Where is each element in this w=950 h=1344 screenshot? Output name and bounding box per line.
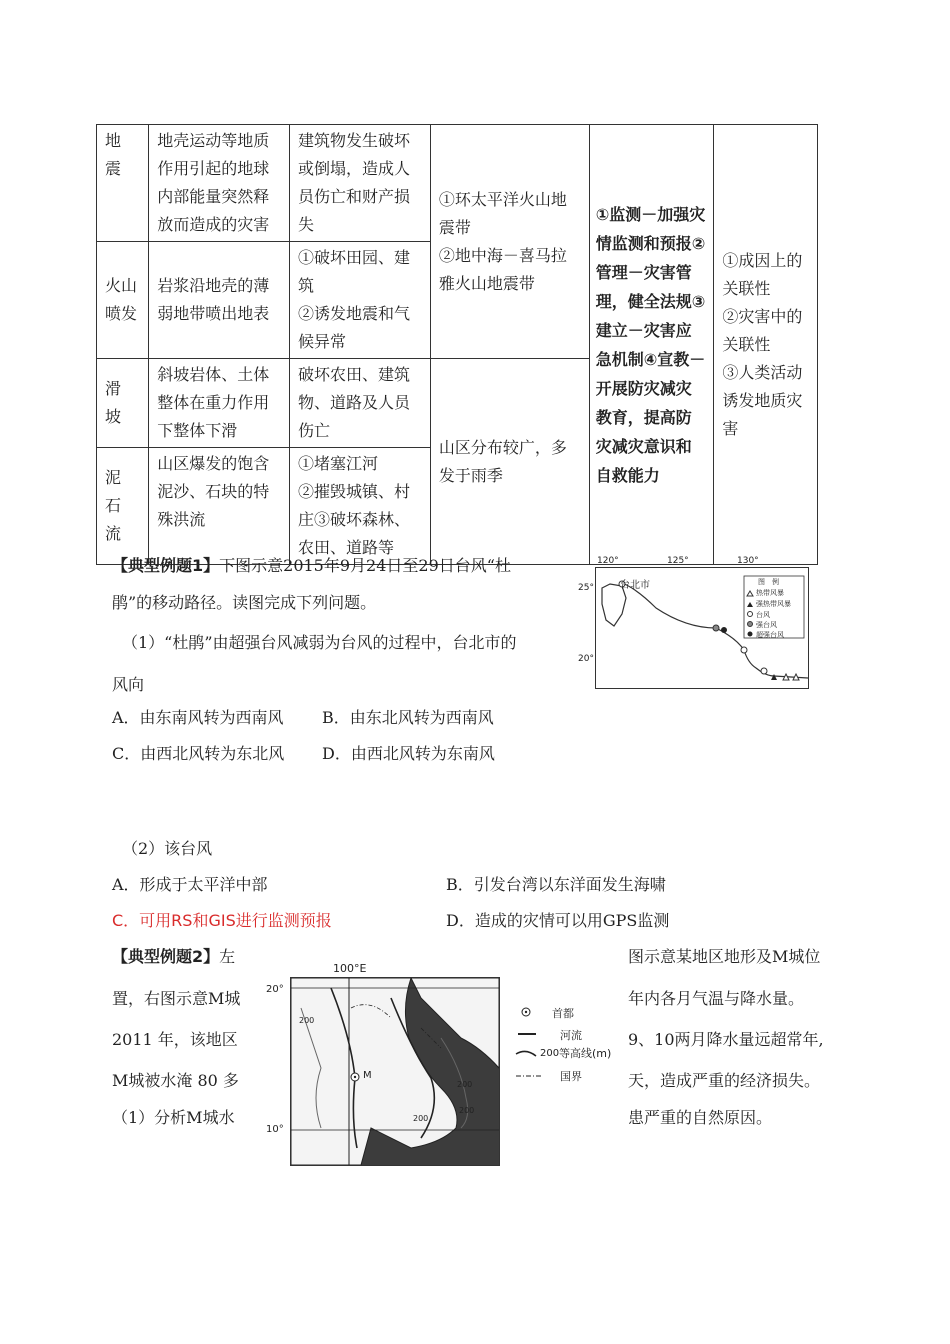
track-point-severe-storm	[771, 674, 777, 680]
map2-legend-item: 国界	[560, 1070, 582, 1083]
map1-legend-item: 热带风暴	[756, 589, 784, 597]
harm-earthquake: 建筑物发生破坏或倒塌，造成人员伤亡和财产损失	[290, 125, 431, 242]
hazard-type-earthquake: 地 震	[97, 125, 149, 242]
q1-option-c: C．由西北风转为东北风	[112, 744, 285, 763]
contour-label: 200	[457, 1080, 473, 1089]
example2-left-line3: 2011 年，该地区	[112, 1030, 238, 1049]
example2-right-line2: 年内各月气温与降水量。	[628, 989, 805, 1008]
example2-left-text: 左	[219, 947, 236, 966]
contour-label: 200	[459, 1106, 475, 1115]
cause-earthquake: 地壳运动等地质作用引起的地球内部能量突然释放而造成的灾害	[149, 125, 290, 242]
example2-right-line1: 图示意某地区地形及M城位	[628, 947, 821, 966]
cause-landslide: 斜坡岩体、土体整体在重力作用下整体下滑	[149, 359, 290, 448]
q1-option-a: A．由东南风转为西南风	[112, 708, 284, 727]
map2-lat-label: 10°	[266, 1124, 284, 1135]
example1-intro-line1	[112, 556, 511, 576]
disaster-table	[96, 124, 818, 565]
example2-heading: 【典型例题2】	[112, 947, 220, 966]
map1-legend-title: 图 例	[758, 578, 779, 586]
legend-capital-dot	[525, 1011, 527, 1013]
legend-typhoon-icon	[748, 612, 753, 617]
disaster-relations: ①成因上的关联性 ②灾害中的关联性 ③人类活动诱发地质灾害	[714, 125, 818, 565]
map1-legend-item: 强台风	[756, 621, 777, 629]
q1-option-b: B．由东北风转为西南风	[322, 708, 494, 727]
example2-left-line4: M城被水淹 80 多	[112, 1071, 239, 1090]
track-point-strong	[713, 625, 719, 631]
map1-lon-label: 130°	[737, 556, 759, 566]
cause-volcano: 岩浆沿地壳的薄弱地带喷出地表	[149, 242, 290, 359]
example1-heading: 【典型例题1】	[112, 556, 220, 575]
map1-legend-item: 强热带风暴	[756, 600, 791, 608]
terrain-map	[290, 977, 500, 1166]
map2-legend-item: 河流	[560, 1029, 582, 1042]
map1-lat-label: 25°	[578, 583, 594, 593]
hazard-type-volcano: 火山 喷发	[97, 242, 149, 359]
q2-stem: （2）该台风	[122, 839, 213, 858]
legend-super-typhoon-icon	[748, 632, 753, 637]
q1-stem-line2: 风向	[112, 675, 145, 694]
map1-lat-label: 20°	[578, 654, 594, 664]
hazard-type-landslide: 滑 坡	[97, 359, 149, 448]
harm-debris-flow: ①堵塞江河 ②摧毁城镇、村庄③破坏森林、农田、道路等	[290, 448, 431, 565]
contour-label: 200	[413, 1114, 429, 1123]
q2-option-a: A．形成于太平洋中部	[112, 875, 268, 894]
example2-right-line3: 9、10两月降水量远超常年,	[628, 1030, 824, 1049]
example1-intro-text: 下图示意2015年9月24日至29日台风“杜	[219, 556, 511, 575]
map2-city-label: M	[363, 1070, 372, 1081]
legend-strong-typhoon-icon	[748, 622, 753, 627]
map2-lat-label: 20°	[266, 984, 284, 995]
legend-contour-icon	[516, 1051, 536, 1056]
map2-legend-item: 等高线(m)	[559, 1047, 612, 1060]
q1-option-d: D．由西北风转为东南风	[322, 744, 495, 763]
example2-right-line5: 患严重的自然原因。	[628, 1108, 773, 1127]
q2-option-c-answer: C．可用RS和GIS进行监测预报	[112, 911, 332, 930]
q1-stem-line1: （1）“杜鹃”由超强台风减弱为台风的过程中，台北市的	[122, 633, 517, 652]
map2-legend-item: 首都	[552, 1007, 574, 1020]
example2-right-line4: 天，造成严重的经济损失。	[628, 1071, 821, 1090]
land-area-east	[411, 978, 499, 1068]
map2-lon-label: 100°E	[333, 962, 367, 975]
track-point-super	[721, 627, 727, 633]
capital-marker-dot	[354, 1076, 356, 1078]
q2-option-b: B．引发台湾以东洋面发生海啸	[446, 875, 666, 894]
track-point-typhoon	[761, 668, 767, 674]
map2-legend-contour-value: 200	[540, 1048, 560, 1059]
mitigation-measures: ①监测－加强灾情监测和预报②管理－灾害管理，健全法规③建立－灾害应急机制④宣教－开展防灾减灾教育，提高防灾减灾意识和自救能力	[589, 125, 714, 565]
map1-legend-item: 台风	[756, 611, 770, 619]
cause-debris-flow: 山区爆发的饱含泥沙、石块的特殊洪流	[149, 448, 290, 565]
q2-option-d: D．造成的灾情可以用GPS监测	[446, 911, 670, 930]
map1-city-label: 台北市	[620, 580, 650, 591]
example1-intro-line2: 鹃”的移动路径。读图完成下列问题。	[112, 593, 377, 612]
track-point-typhoon	[741, 647, 747, 653]
hazard-type-debris-flow: 泥 石 流	[97, 448, 149, 565]
typhoon-path-map	[595, 567, 809, 689]
example2-left-line1	[112, 947, 235, 967]
example2-left-line2: 置，右图示意M城	[112, 989, 241, 1008]
map1-lon-label: 120°	[597, 556, 619, 566]
distribution-quake-volcano: ①环太平洋火山地震带 ②地中海－喜马拉雅火山地震带	[430, 125, 589, 359]
example2-left-line5: （1）分析M城水	[112, 1108, 235, 1127]
contour-label: 200	[299, 1016, 315, 1025]
harm-volcano: ①破坏田园、建筑 ②诱发地震和气候异常	[290, 242, 431, 359]
map1-legend-item: 超强台风	[756, 631, 784, 639]
terrain-map-svg	[291, 978, 499, 1165]
map1-lon-label: 125°	[667, 556, 689, 566]
harm-landslide: 破坏农田、建筑物、道路及人员伤亡	[290, 359, 431, 448]
distribution-landslide: 山区分布较广，多发于雨季	[430, 359, 589, 565]
